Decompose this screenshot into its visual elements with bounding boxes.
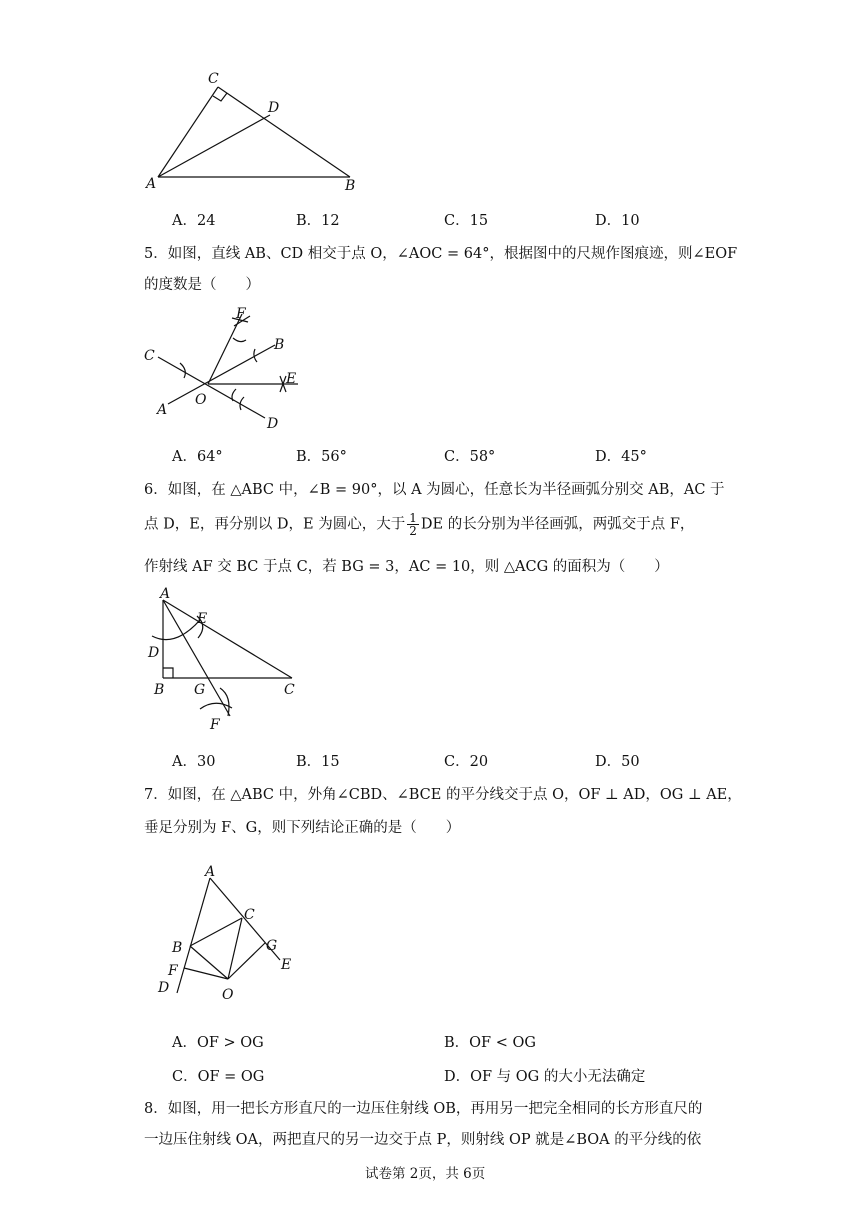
label-e: E: [197, 611, 208, 627]
label-b: B: [345, 178, 356, 194]
label-b: B: [274, 337, 285, 353]
q6-text-line3: 作射线 AF 交 BC 于点 C，若 BG = 3，AC = 10，则 △ACG 的面积为（ ）: [144, 559, 669, 575]
label-d: D: [148, 645, 160, 661]
q7-option-b[interactable]: B．OF < OG: [444, 1035, 536, 1051]
q7-option-a[interactable]: A．OF > OG: [172, 1035, 264, 1051]
label-e: E: [281, 957, 292, 973]
label-b: B: [154, 682, 165, 698]
q7-option-d[interactable]: D．OF 与 OG 的大小无法确定: [444, 1069, 646, 1085]
label-c: C: [208, 71, 219, 87]
label-b: B: [172, 940, 183, 956]
label-a: A: [146, 176, 157, 192]
q5-option-c[interactable]: C．58°: [444, 449, 496, 465]
q6-option-d[interactable]: D．50: [595, 754, 640, 770]
q8-text-line1: 8．如图，用一把长方形直尺的一边压住射线 OB，再用另一把完全相同的长方形直尺的: [144, 1101, 703, 1117]
label-e: E: [286, 371, 297, 387]
label-f: F: [236, 306, 246, 322]
fraction-one-half: [407, 512, 419, 537]
q4-option-b[interactable]: B．12: [296, 213, 340, 229]
figure-q4: [140, 70, 370, 195]
label-f: F: [168, 963, 178, 979]
fraction-numerator: 1: [409, 511, 417, 525]
label-a: A: [157, 402, 168, 418]
label-g: G: [194, 682, 206, 698]
q5-text-line2: 的度数是（ ）: [144, 277, 260, 293]
q5-option-a[interactable]: A．64°: [172, 449, 223, 465]
label-d: D: [267, 416, 279, 432]
q4-option-a[interactable]: A．24: [172, 213, 216, 229]
q7-option-c[interactable]: C．OF = OG: [172, 1069, 265, 1085]
q6-text-line1: 6．如图，在 △ABC 中，∠B = 90°，以 A 为圆心，任意长为半径画弧分别交 AB，AC 于: [144, 482, 725, 498]
label-d: D: [158, 980, 170, 996]
q5-option-d[interactable]: D．45°: [595, 449, 647, 465]
q6-option-b[interactable]: B．15: [296, 754, 340, 770]
label-f: F: [210, 717, 220, 733]
q4-option-c[interactable]: C．15: [444, 213, 489, 229]
q6-line2-post: DE 的长分别为半径画弧，两弧交于点 F，: [420, 516, 695, 533]
q4-option-d[interactable]: D．10: [595, 213, 640, 229]
q6-line2-pre: 点 D，E，再分别以 D，E 为圆心，大于: [144, 516, 406, 533]
figure-q6: [140, 586, 320, 736]
figure-q7: [150, 858, 310, 1008]
label-g: G: [266, 938, 278, 954]
q5-text-line1: 5．如图，直线 AB、CD 相交于点 O，∠AOC = 64°，根据图中的尺规作图痕迹，则∠EOF: [144, 246, 738, 262]
q6-option-a[interactable]: A．30: [172, 754, 216, 770]
label-c: C: [284, 682, 295, 698]
fraction-denominator: 2: [409, 524, 417, 538]
label-c: C: [244, 907, 255, 923]
q7-text-line1: 7．如图，在 △ABC 中，外角∠CBD、∠BCE 的平分线交于点 O，OF ⊥ AD，OG ⊥ AE，: [144, 787, 742, 803]
q7-text-line2: 垂足分别为 F、G，则下列结论正确的是（ ）: [144, 820, 461, 836]
label-o: O: [195, 392, 207, 408]
label-a: A: [160, 586, 171, 602]
label-o: O: [222, 987, 234, 1003]
q5-option-b[interactable]: B．56°: [296, 449, 347, 465]
figure-q5: [140, 300, 320, 435]
label-a: A: [205, 864, 216, 880]
label-d: D: [268, 100, 280, 116]
q8-text-line2: 一边压住射线 OA，两把直尺的另一边交于点 P，则射线 OP 就是∠BOA 的平分线的依: [144, 1132, 702, 1148]
page-footer: 试卷第 2页，共 6页: [365, 1166, 486, 1182]
q6-text-line2: [144, 512, 694, 537]
q6-option-c[interactable]: C．20: [444, 754, 489, 770]
label-c: C: [144, 348, 155, 364]
